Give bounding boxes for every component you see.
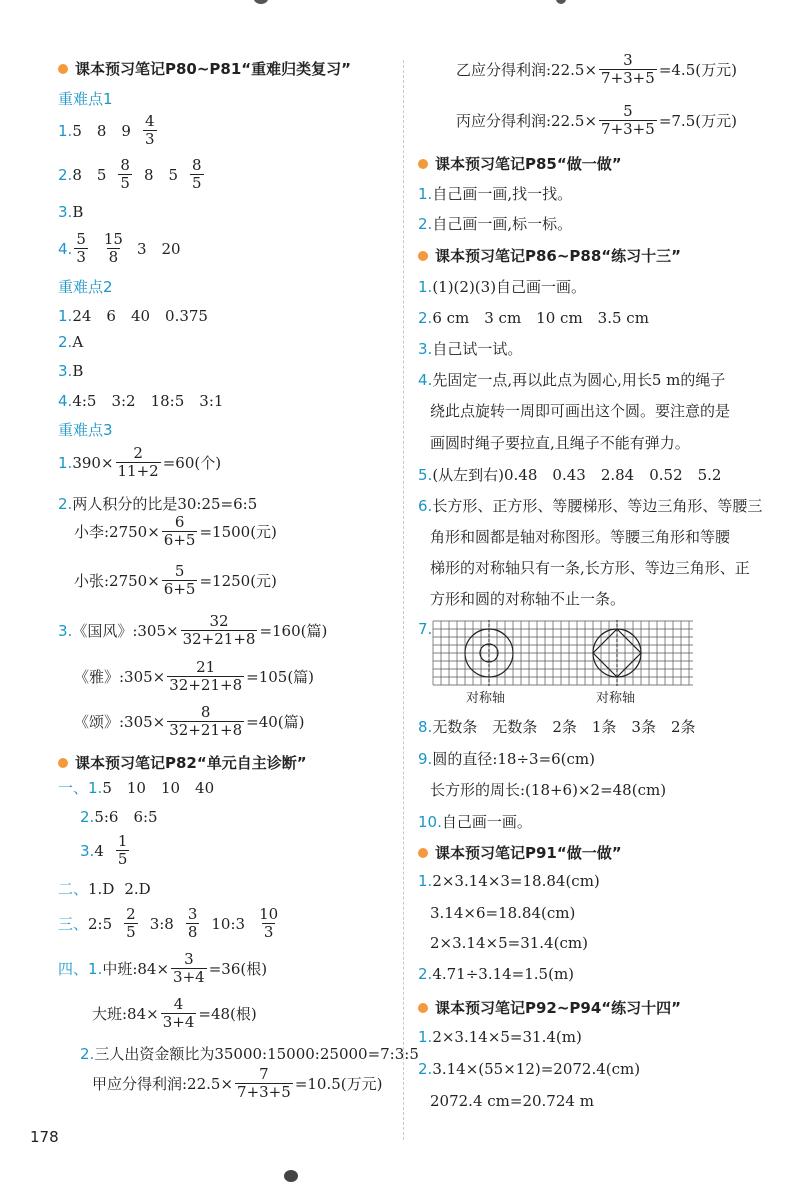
answer-line: 甲应分得利润:22.5× $\frac{7}{7+3+5}$ =10.5(万元) xyxy=(92,1065,383,1101)
answer-line: 4. $\frac{5}{3}$ $\frac{15}{8}$ 3 20 xyxy=(58,230,181,266)
answer-line: 2072.4 cm=20.724 m xyxy=(430,1092,594,1110)
answer-line: 大班:84× $\frac{4}{3+4}$ =48(根) xyxy=(92,995,257,1031)
answer-line: 长方形的周长:(18+6)×2=48(cm) xyxy=(430,781,667,799)
bullet-dot-icon xyxy=(418,1003,428,1013)
key-point-title: 重难点1 xyxy=(58,90,113,108)
bullet-dot-icon xyxy=(418,251,428,261)
fraction: $\frac{1}{5}$ xyxy=(117,832,128,868)
answer-line: 2. 4.71÷3.14=1.5(m) xyxy=(418,965,575,983)
fraction: $\frac{3}{8}$ xyxy=(187,905,198,941)
answer-line: 1. 自己画一画,找一找。 xyxy=(418,184,573,203)
section-header: 课本预习笔记P80~P81“重难归类复习” xyxy=(58,58,351,79)
answer-line: 3. B xyxy=(58,203,84,221)
fraction: $\frac{4}{3+4}$ xyxy=(162,995,195,1031)
fraction: $\frac{5}{3}$ xyxy=(76,230,86,266)
answer-line: 乙应分得利润:22.5× $\frac{3}{7+3+5}$ =4.5(万元) xyxy=(456,51,737,87)
answer-line: 4. 4:5 3:2 18:5 3:1 xyxy=(58,391,224,410)
answer-line: 4. 先固定一点,再以此点为圆心,用长5 m的绳子 xyxy=(418,370,726,389)
fraction: $\frac{21}{32+21+8}$ xyxy=(169,658,243,694)
answer-line: 2. 6 cm 3 cm 10 cm 3.5 cm xyxy=(418,308,649,327)
answer-line: 角形和圆都是轴对称图形。等腰三角形和等腰 xyxy=(430,528,731,546)
answer-line: 梯形的对称轴只有一条,长方形、等边三角形、正 xyxy=(430,559,750,577)
answer-line: 《雅》:305× $\frac{21}{32+21+8}$ =105(篇) xyxy=(74,658,315,694)
bullet-dot-icon xyxy=(418,848,428,858)
section-header: 课本预习笔记P91“做一做” xyxy=(418,842,622,863)
fraction: $\frac{8}{32+21+8}$ xyxy=(169,703,243,739)
answer-line: 三、 2:5 $\frac{2}{5}$ 3:8 $\frac{3}{8}$ 10:3 $\frac{10}{3}$ xyxy=(58,905,279,941)
answer-line: 2. 自己画一画,标一标。 xyxy=(418,214,573,233)
answer-line: 小李:2750× $\frac{6}{6+5}$ =1500(元) xyxy=(74,513,277,549)
key-point-title: 重难点2 xyxy=(58,278,113,296)
answer-line: 6. 长方形、正方形、等腰梯形、等边三角形、等腰三 xyxy=(418,496,763,515)
answer-line: 小张:2750× $\frac{5}{6+5}$ =1250(元) xyxy=(74,562,277,598)
axis-label: 对称轴 xyxy=(466,691,506,706)
answer-line: 2. A xyxy=(58,333,84,351)
fraction: $\frac{3}{7+3+5}$ xyxy=(601,51,655,87)
section-header: 课本预习笔记P92~P94“练习十四” xyxy=(418,997,681,1018)
fraction: $\frac{8}{5}$ xyxy=(120,156,130,192)
answer-line: 方形和圆的对称轴不止一条。 xyxy=(430,590,626,608)
section-header: 课本预习笔记P86~P88“练习十三” xyxy=(418,245,681,266)
answer-line: 8. 无数条 无数条 2条 1条 3条 2条 xyxy=(418,717,696,736)
fraction: $\frac{6}{6+5}$ xyxy=(163,513,196,549)
answer-line: 2×3.14×5=31.4(cm) xyxy=(430,934,588,952)
key-point-title: 重难点3 xyxy=(58,421,113,439)
section-header: 课本预习笔记P82“单元自主诊断” xyxy=(58,752,307,773)
answer-line: 画圆时绳子要拉直,且绳子不能有弹力。 xyxy=(430,434,690,452)
fraction: $\frac{5}{6+5}$ xyxy=(163,562,196,598)
answer-line: 二、 1.D 2.D xyxy=(58,879,151,898)
answer-line: 绕此点旋转一周即可画出这个圆。要注意的是 xyxy=(430,402,731,420)
answer-line: 丙应分得利润:22.5× $\frac{5}{7+3+5}$ =7.5(万元) xyxy=(456,102,737,138)
answer-line: 1. 2×3.14×5=31.4(m) xyxy=(418,1028,582,1046)
answer-line: 3. 4 $\frac{1}{5}$ xyxy=(80,832,128,868)
fraction: $\frac{10}{3}$ xyxy=(259,905,279,941)
symmetry-grid-figure xyxy=(432,620,694,686)
top-binding-mark xyxy=(254,0,268,4)
answer-line: 1. 24 6 40 0.375 xyxy=(58,306,208,325)
answer-line: 2. 3.14×(55×12)=2072.4(cm) xyxy=(418,1060,641,1078)
fraction: $\frac{5}{7+3+5}$ xyxy=(601,102,655,138)
answer-line: 3. 自己试一试。 xyxy=(418,339,523,358)
fraction: $\frac{2}{11+2}$ xyxy=(117,444,159,480)
answer-line: 7. xyxy=(418,620,433,638)
answer-line: 一、 1. 5 10 10 40 xyxy=(58,778,215,797)
answer-line: 9. 圆的直径:18÷3=6(cm) xyxy=(418,749,596,768)
answer-line: 5. (从左到右)0.48 0.43 2.84 0.52 5.2 xyxy=(418,465,722,484)
column-divider xyxy=(403,60,404,1140)
answer-line: 10. 自己画一画。 xyxy=(418,812,532,831)
answer-line: 2. 5:6 6:5 xyxy=(80,807,158,826)
bottom-binding-mark xyxy=(284,1170,298,1182)
axis-label: 对称轴 xyxy=(596,691,636,706)
fraction: $\frac{3}{3+4}$ xyxy=(173,950,205,986)
fraction: $\frac{32}{32+21+8}$ xyxy=(182,612,256,648)
section-header: 课本预习笔记P85“做一做” xyxy=(418,153,622,174)
answer-line: 2. 两人积分的比是30:25=6:5 xyxy=(58,494,258,513)
page-number: 178 xyxy=(30,1128,59,1146)
bullet-dot-icon xyxy=(58,64,68,74)
answer-line: 3.14×6=18.84(cm) xyxy=(430,904,576,922)
answer-line: 3. B xyxy=(58,362,84,380)
answer-line: 3. 《国风》:305× $\frac{32}{32+21+8}$ =160(篇) xyxy=(58,612,328,648)
answer-line: 1. (1)(2)(3)自己画一画。 xyxy=(418,277,587,296)
answer-line: 2. 8 5 $\frac{8}{5}$ 8 5 $\frac{8}{5}$ xyxy=(58,156,202,192)
fraction: $\frac{2}{5}$ xyxy=(126,905,136,941)
answer-line: 1. 5 8 9 $\frac{4}{3}$ xyxy=(58,112,155,148)
answer-line: 四、 1. 中班:84× $\frac{3}{3+4}$ =36(根) xyxy=(58,950,268,986)
answer-line: 1. 390× $\frac{2}{11+2}$ =60(个) xyxy=(58,444,222,480)
bullet-dot-icon xyxy=(58,758,68,768)
fraction: $\frac{8}{5}$ xyxy=(192,156,202,192)
answer-line: 2. 三人出资金额比为35000:15000:25000=7:3:5 xyxy=(80,1044,419,1063)
bullet-dot-icon xyxy=(418,159,428,169)
fraction: $\frac{7}{7+3+5}$ xyxy=(237,1065,291,1101)
answer-line: 《颂》:305× $\frac{8}{32+21+8}$ =40(篇) xyxy=(74,703,305,739)
fraction: $\frac{15}{8}$ xyxy=(103,230,123,266)
answer-line: 1. 2×3.14×3=18.84(cm) xyxy=(418,872,600,890)
top-binding-mark xyxy=(556,0,566,4)
fraction: $\frac{4}{3}$ xyxy=(144,112,155,148)
